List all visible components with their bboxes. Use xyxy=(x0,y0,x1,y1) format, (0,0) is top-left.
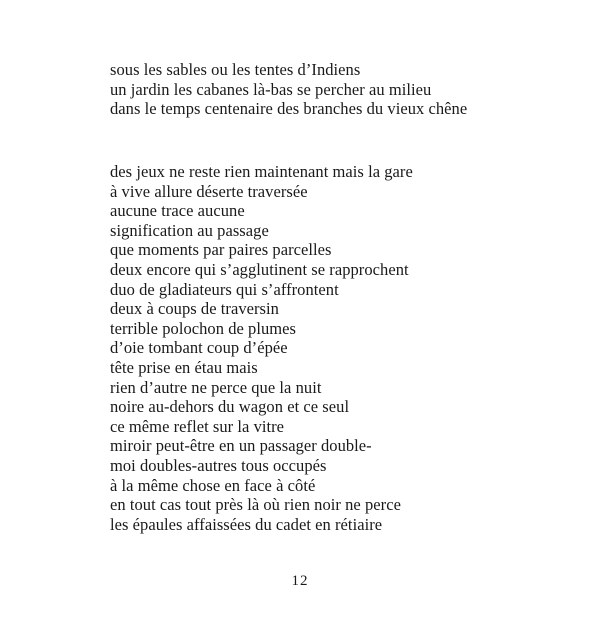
poem-line: deux encore qui s’agglutinent se rapprochent xyxy=(110,259,409,279)
stanza-2 xyxy=(110,162,550,534)
poem-line: à la même chose en face à côté xyxy=(110,475,316,495)
poem-line: rien d’autre ne perce que la nuit xyxy=(110,377,322,397)
poem-line: les épaules affaissées du cadet en rétiaire xyxy=(110,514,383,534)
poem-line: à vive allure déserte traversée xyxy=(110,181,308,201)
poem-line: deux à coups de traversin xyxy=(110,299,279,319)
poem-line: des jeux ne reste rien maintenant mais la gare xyxy=(110,162,413,181)
poem-line: terrible polochon de plumes xyxy=(110,318,297,338)
poem-line: aucune trace aucune xyxy=(110,201,245,221)
poem-line: noire au-dehors du wagon et ce seul xyxy=(110,397,350,417)
poem-line: que moments par paires parcelles xyxy=(110,240,332,260)
poem-line: duo de gladiateurs qui s’affrontent xyxy=(110,279,339,299)
poem-line: d’oie tombant coup d’épée xyxy=(110,338,288,358)
poem-line: miroir peut-être en un passager double- xyxy=(110,436,372,456)
poem-line: ce même reflet sur la vitre xyxy=(110,416,285,436)
poem-line: tête prise en étau mais xyxy=(110,357,258,377)
page-number: 12 xyxy=(291,573,309,589)
poem-line: sous les sables ou les tentes d’Indiens xyxy=(110,60,361,79)
stanza-1 xyxy=(110,60,550,119)
poem-line: signification au passage xyxy=(110,220,269,240)
poem-line: un jardin les cabanes là-bas se percher au milieu xyxy=(110,79,432,99)
poem-line: en tout cas tout près là où rien noir ne perce xyxy=(110,495,401,515)
poem-line: moi doubles-autres tous occupés xyxy=(110,455,327,475)
poem-line: dans le temps centenaire des branches du vieux chêne xyxy=(110,99,468,119)
